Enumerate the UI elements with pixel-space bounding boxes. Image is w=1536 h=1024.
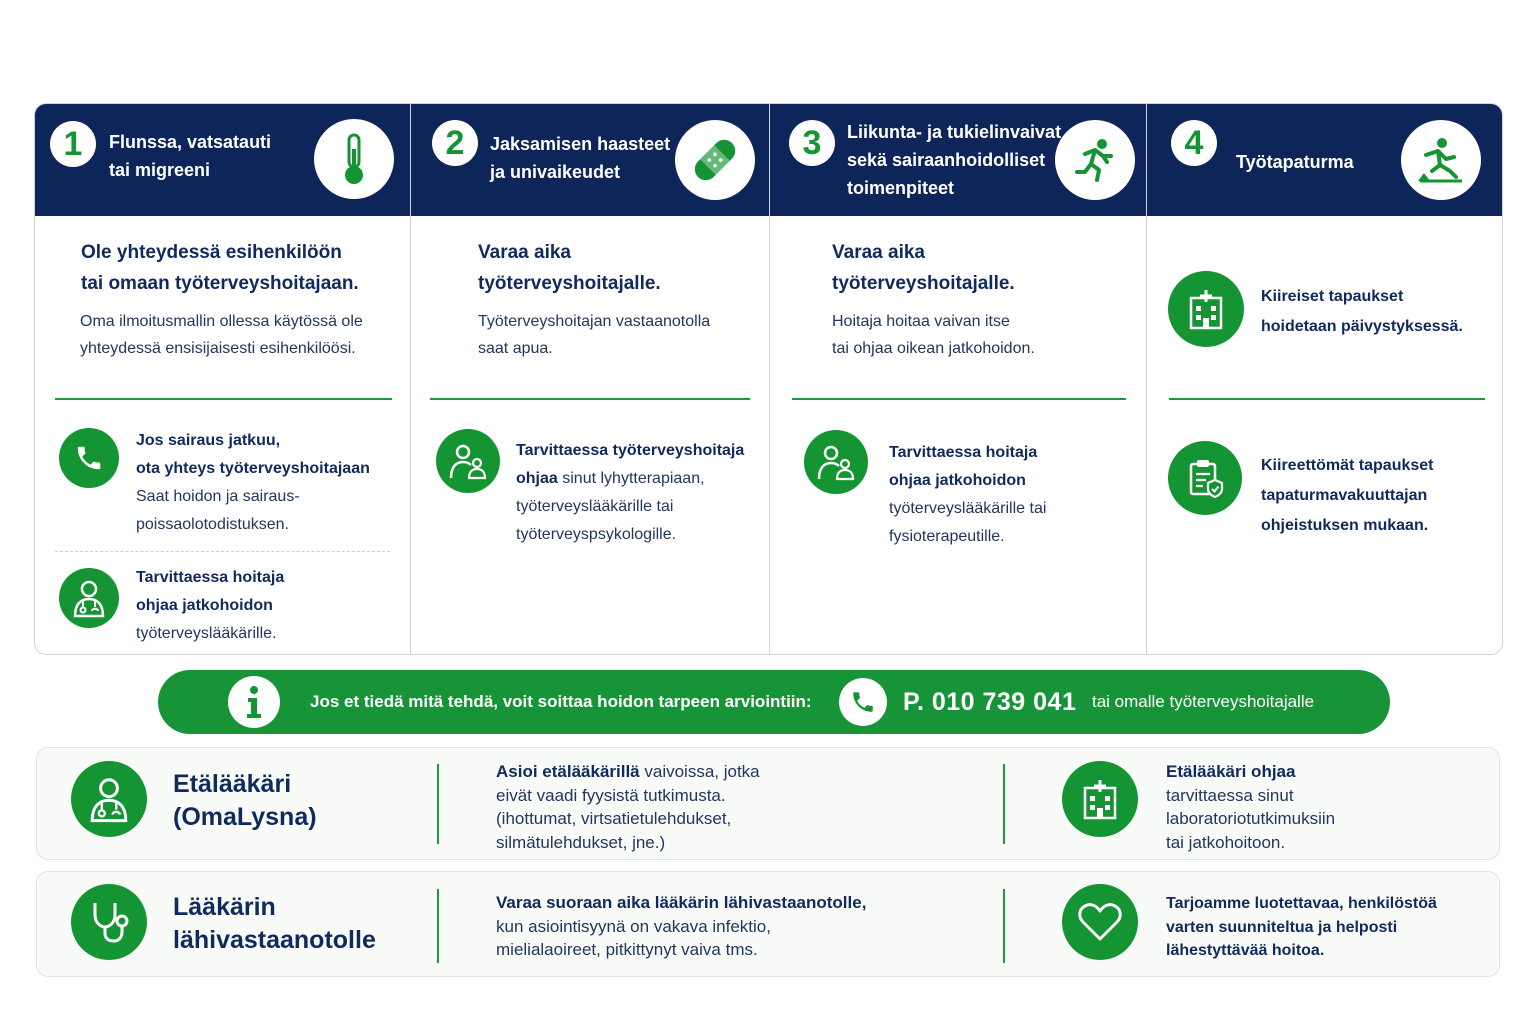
text-line: lähestyttävää hoitoa.	[1166, 942, 1325, 959]
text-line: tarvittaessa sinut	[1166, 785, 1294, 805]
lead-line: Varaa aika	[832, 242, 925, 263]
divider	[1169, 398, 1485, 400]
title-line: toimenpiteet	[847, 178, 955, 198]
item-line: fysioterapeutille.	[889, 528, 1005, 545]
lead-line: Ole yhteydessä esihenkilöön	[81, 242, 342, 263]
text-line: tai jatkohoitoon.	[1166, 832, 1286, 852]
item-line: työterveyslääkärille tai	[516, 498, 674, 515]
item-bold: Tarvittaessa työterveyshoitaja	[516, 442, 745, 459]
step-number: 4	[1171, 120, 1217, 166]
column-title	[490, 130, 670, 186]
step-number: 1	[50, 121, 96, 167]
item-bold: ohjaa jatkohoidon	[136, 597, 273, 614]
column-title	[1236, 148, 1354, 176]
divider	[430, 398, 750, 400]
title-line: tai migreeni	[109, 160, 211, 180]
title-line: lähivastaanotolle	[173, 926, 376, 954]
sub-text	[80, 308, 363, 362]
title-line: Työtapaturma	[1236, 152, 1354, 172]
list-item	[1261, 282, 1463, 342]
local-doctor-row	[36, 871, 1500, 977]
divider	[792, 398, 1126, 400]
sub-line: tai ohjaa oikean jatkohoidon.	[832, 340, 1035, 357]
banner-text: Jos et tiedä mitä tehdä, voit soittaa hoidon tarpeen arviointiin:	[310, 692, 812, 711]
item-text: sinut lyhytterapiaan,	[557, 470, 705, 487]
doctor-icon	[59, 568, 119, 628]
item-bold: hoidetaan päivystyksessä.	[1261, 318, 1463, 335]
title-line: ja univaikeudet	[490, 162, 621, 182]
row-middle-text	[496, 760, 760, 854]
bold-text: Etälääkäri ohjaa	[1166, 762, 1296, 781]
row-title	[173, 891, 376, 957]
item-line: työterveyslääkärille.	[136, 625, 277, 642]
title-line: (OmaLysna)	[173, 803, 317, 831]
step-number: 3	[789, 120, 835, 166]
heart-icon	[1062, 884, 1138, 960]
column-1	[35, 104, 410, 654]
sub-line: saat apua.	[478, 340, 553, 357]
column-3-header	[770, 104, 1146, 216]
sub-line: Oma ilmoitusmallin ollessa käytössä ole	[80, 313, 363, 330]
list-item	[136, 427, 370, 539]
column-title	[109, 128, 271, 184]
text-line: kun asiointisyynä on vakava infektio,	[496, 916, 771, 936]
row-title	[173, 768, 317, 834]
text-line	[496, 760, 760, 784]
step-number: 2	[432, 120, 478, 166]
text-line: (ihottumat, virtsatietulehdukset,	[496, 809, 732, 828]
column-title	[847, 118, 1061, 202]
stethoscope-icon	[71, 884, 147, 960]
nurse-with-patient-icon	[436, 429, 500, 493]
care-path-grid	[34, 103, 1503, 655]
lead-line: Varaa aika	[478, 242, 571, 263]
running-person-icon	[1055, 120, 1135, 200]
item-line	[516, 465, 744, 493]
text-line: silmätulehdukset, jne.)	[496, 832, 666, 852]
hospital-icon	[1168, 271, 1244, 347]
list-item	[1261, 451, 1434, 541]
remote-doctor-row	[36, 747, 1500, 860]
item-bold: ohjaa jatkohoidon	[889, 472, 1026, 489]
column-4	[1146, 104, 1503, 654]
row-right-text	[1166, 760, 1335, 854]
bold-text: Asioi etälääkärillä	[496, 762, 640, 781]
lead-line: työterveyshoitajalle.	[478, 273, 661, 294]
vertical-divider	[437, 889, 439, 963]
bold-text: Varaa suoraan aika lääkärin lähivastaanotolle,	[496, 893, 867, 912]
list-item	[516, 437, 744, 549]
nurse-with-patient-icon	[804, 430, 868, 494]
thermometer-icon	[314, 119, 394, 199]
item-line: poissaolotodistuksen.	[136, 516, 289, 533]
phone-icon	[59, 428, 119, 488]
column-2-header	[411, 104, 769, 216]
row-right-text	[1166, 892, 1437, 963]
title-line: Jaksamisen haasteet	[490, 134, 671, 154]
slipping-person-icon	[1401, 120, 1481, 200]
sub-line: Hoitaja hoitaa vaivan itse	[832, 313, 1010, 330]
column-3	[769, 104, 1146, 654]
hospital-icon	[1062, 761, 1138, 837]
text: vaivoissa, jotka	[639, 762, 760, 781]
sub-line: yhteydessä ensisijaisesti esihenkilöösi.	[80, 340, 356, 357]
text-line: laboratoriotutkimuksiin	[1166, 809, 1336, 828]
title-line: Lääkärin	[173, 893, 276, 921]
item-bold: Jos sairaus jatkuu,	[136, 432, 281, 449]
column-1-header	[35, 104, 410, 216]
item-line: Saat hoidon ja sairaus-	[136, 488, 300, 505]
title-line: Liikunta- ja tukielinvaivat	[847, 122, 1062, 142]
item-bold: Tarvittaessa hoitaja	[889, 444, 1038, 461]
lead-text	[81, 237, 359, 299]
title-line: sekä sairaanhoidolliset	[847, 150, 1046, 170]
phone-number[interactable]: P. 010 739 041	[903, 688, 1077, 716]
sub-line: Työterveyshoitajan vastaanotolla	[478, 313, 711, 330]
list-item	[889, 439, 1046, 551]
column-4-header	[1147, 104, 1503, 216]
item-bold: Kiireettömät tapaukset	[1261, 457, 1434, 474]
item-line: työterveyslääkärille tai	[889, 500, 1047, 517]
bandage-icon	[675, 120, 755, 200]
lead-text	[478, 237, 661, 299]
text-line: mielialaoireet, pitkittynyt vaiva tms.	[496, 940, 758, 959]
item-bold: ohjeistuksen mukaan.	[1261, 517, 1429, 534]
banner-after-text: tai omalle työterveyshoitajalle	[1092, 692, 1315, 711]
lead-line: työterveyshoitajalle.	[832, 273, 1015, 294]
vertical-divider	[1003, 764, 1005, 844]
list-item	[136, 564, 284, 648]
item-bold: tapaturmavakuuttajan	[1261, 487, 1428, 504]
text-line: varten suunniteltua ja helposti	[1166, 918, 1398, 936]
doctor-icon	[71, 761, 147, 837]
phone-icon	[839, 678, 887, 726]
row-middle-text	[496, 891, 866, 962]
item-bold: ohjaa	[516, 470, 558, 487]
divider	[55, 398, 392, 400]
sub-text	[478, 308, 710, 362]
vertical-divider	[1003, 889, 1005, 963]
text-line: Tarjoamme luotettavaa, henkilöstöä	[1166, 895, 1437, 912]
clipboard-shield-icon	[1168, 441, 1242, 515]
lead-line: tai omaan työterveyshoitajaan.	[81, 273, 359, 294]
title-line: Etälääkäri	[173, 770, 292, 798]
vertical-divider	[437, 764, 439, 844]
title-line: Flunssa, vatsatauti	[109, 132, 272, 152]
item-bold: ota yhteys työterveyshoitajaan	[136, 460, 370, 477]
column-2	[410, 104, 769, 654]
item-bold: Kiireiset tapaukset	[1261, 288, 1404, 305]
sub-text	[832, 308, 1035, 362]
text-line: eivät vaadi fyysistä tutkimusta.	[496, 785, 726, 805]
item-bold: Tarvittaessa hoitaja	[136, 569, 285, 586]
phone-banner	[158, 670, 1390, 734]
item-line: työterveyspsykologille.	[516, 526, 677, 543]
dashed-divider	[55, 551, 390, 552]
info-icon	[228, 676, 280, 728]
lead-text	[832, 237, 1015, 299]
